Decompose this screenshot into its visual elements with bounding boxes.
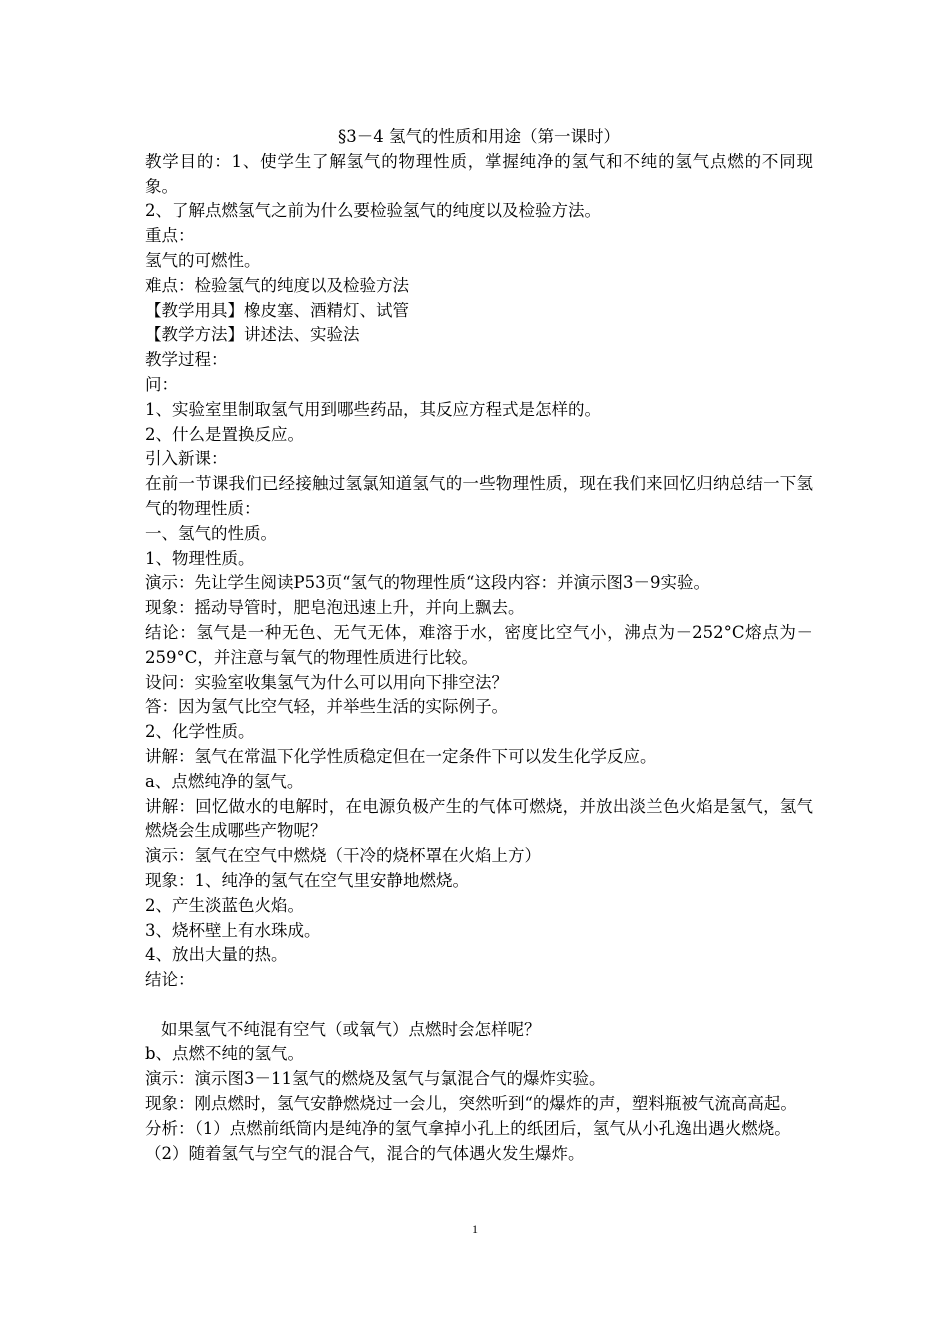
phenomenon-3: 3、烧杯壁上有水珠成。: [145, 920, 321, 940]
paragraph-objective-1: 教学目的：1、使学生了解氢气的物理性质，掌握纯净的氢气和不纯的氢气点燃的不同现象。: [145, 151, 813, 196]
phenomenon-explosion: 现象：刚点燃时，氢气安静燃烧过一会儿，突然听到“的爆炸的声，塑料瓶被气流高高起。: [145, 1094, 797, 1114]
teaching-methods: 【教学方法】讲述法、实验法: [145, 325, 360, 345]
subsection-a-heading: a、点燃纯净的氢气。: [145, 771, 304, 791]
difficulty-text: 难点：检验氢气的纯度以及检验方法: [145, 275, 409, 295]
introduction-text: 在前一节课我们已经接触过氢氯知道氢气的一些物理性质，现在我们来回忆归纳总结一下氢气的物理性质：: [145, 474, 813, 518]
phenomenon-2: 2、产生淡蓝色火焰。: [145, 895, 304, 915]
chemical-properties-heading: 2、化学性质。: [145, 722, 255, 742]
paragraph-objective-2: 2、了解点燃氢气之前为什么要检验氢气的纯度以及检验方法。: [145, 201, 601, 221]
phenomenon-1: 现象：1、纯净的氢气在空气里安静地燃烧。: [145, 870, 469, 890]
demo-explosion: 演示：演示图3－11氢气的燃烧及氢气与氯混合气的爆炸实验。: [145, 1069, 606, 1089]
explanation-combustion: 讲解：回忆做水的电解时，在电源负极产生的气体可燃烧，并放出淡兰色火焰是氢气，氢气燃烧会生成哪些产物呢？: [145, 796, 813, 841]
phenomenon-4: 4、放出大量的热。: [145, 945, 288, 965]
blank-line: [145, 993, 813, 1018]
explanation-chemical: 讲解：氢气在常温下化学性质稳定但在一定条件下可以发生化学反应。: [145, 746, 657, 766]
answer-collection: 答：因为氢气比空气轻，并举些生活的实际例子。: [145, 697, 508, 717]
question-collection: 设问：实验室收集氢气为什么可以用向下排空法？: [145, 672, 508, 692]
question-2: 2、什么是置换反应。: [145, 424, 304, 444]
analysis-2: （2）随着氢气与空气的混合气，混合的气体遇火发生爆炸。: [145, 1143, 585, 1163]
page-number: 1: [472, 1222, 478, 1236]
teaching-tools: 【教学用具】橡皮塞、酒精灯、试管: [145, 300, 409, 320]
key-point-text: 氢气的可燃性。: [145, 250, 261, 270]
section-properties-heading: 一、氢气的性质。: [145, 523, 277, 543]
question-heading: 问：: [145, 374, 178, 394]
phenomenon-physical: 现象：摇动导管时，肥皂泡迅速上升，并向上飘去。: [145, 598, 525, 618]
page-title: §3－4 氢气的性质和用途（第一课时）: [338, 127, 620, 146]
key-point-heading: 重点：: [145, 226, 195, 246]
demo-combustion: 演示：氢气在空气中燃烧（干冷的烧杯罩在火焰上方）: [145, 846, 541, 866]
physical-properties-heading: 1、物理性质。: [145, 548, 255, 568]
conclusion-heading: 结论：: [145, 970, 195, 990]
demo-physical: 演示：先让学生阅读P53页“氢气的物理性质“这段内容：并演示图3－9实验。: [145, 573, 710, 593]
conclusion-physical: 结论：氢气是一种无色、无气无体，难溶于水，密度比空气小，沸点为－252°C熔点为－259°C，并注意与氧气的物理性质进行比较。: [145, 622, 813, 667]
teaching-process-heading: 教学过程：: [145, 350, 228, 370]
question-impure: 如果氢气不纯混有空气（或氧气）点燃时会怎样呢？: [161, 1019, 541, 1039]
question-1: 1、实验室里制取氢气用到哪些药品，其反应方程式是怎样的。: [145, 399, 601, 419]
subsection-b-heading: b、点燃不纯的氢气。: [145, 1044, 305, 1064]
introduction-heading: 引入新课：: [145, 449, 228, 469]
analysis-1: 分析：（1）点燃前纸筒内是纯净的氢气拿掉小孔上的纸团后，氢气从小孔逸出遇火燃烧。: [145, 1118, 791, 1138]
document-body: [145, 125, 813, 1166]
